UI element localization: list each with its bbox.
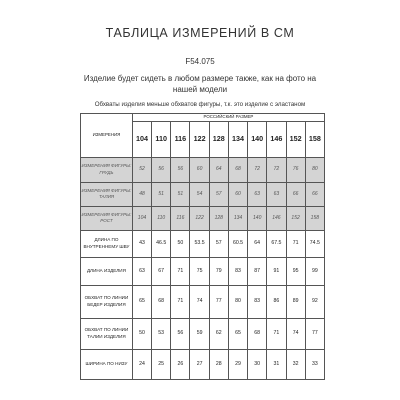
table-cell: 116	[171, 206, 190, 230]
table-cell: 158	[305, 206, 324, 230]
table-cell: 74	[286, 318, 305, 349]
table-cell: 76	[286, 157, 305, 182]
table-cell: 71	[171, 285, 190, 318]
page-title: ТАБЛИЦА ИЗМЕРЕНИЙ В СМ	[105, 26, 295, 40]
size-header-cell: 116	[171, 121, 190, 157]
table-cell: 91	[267, 257, 286, 285]
table-cell: 86	[267, 285, 286, 318]
table-cell: 68	[152, 285, 171, 318]
table-cell: 99	[305, 257, 324, 285]
table-cell: 92	[305, 285, 324, 318]
table-cell: 95	[286, 257, 305, 285]
fit-note: Изделие будет сидеть в любом размере также, как на фото на нашей модели	[83, 74, 317, 94]
table-cell: 59	[190, 318, 209, 349]
table-cell: 68	[228, 157, 247, 182]
size-header-cell: 146	[267, 121, 286, 157]
table-cell: 52	[132, 157, 151, 182]
table-cell: 87	[248, 257, 267, 285]
table-cell: 65	[132, 285, 151, 318]
table-row	[81, 230, 325, 257]
row-label: ОБХВАТ ПО ЛИНИИ ТАЛИИ ИЗДЕЛИЯ	[81, 318, 133, 349]
table-cell: 77	[305, 318, 324, 349]
row-label: ИЗМЕРЕНИЯ ФИГУРЫ: ТАЛИЯ	[81, 182, 133, 206]
size-header-cell: 140	[248, 121, 267, 157]
table-cell: 83	[228, 257, 247, 285]
table-cell: 140	[248, 206, 267, 230]
table-cell: 80	[305, 157, 324, 182]
table-cell: 71	[171, 257, 190, 285]
table-cell: 26	[171, 349, 190, 379]
table-cell: 43	[132, 230, 151, 257]
table-row	[81, 318, 325, 349]
table-cell: 128	[209, 206, 228, 230]
table-cell: 28	[209, 349, 228, 379]
table-cell: 63	[248, 182, 267, 206]
table-cell: 63	[267, 182, 286, 206]
table-cell: 51	[152, 182, 171, 206]
size-header-cell: 128	[209, 121, 228, 157]
table-cell: 152	[286, 206, 305, 230]
table-cell: 24	[132, 349, 151, 379]
size-header-cell: 134	[228, 121, 247, 157]
table-cell: 57	[209, 182, 228, 206]
table-cell: 89	[286, 285, 305, 318]
table-cell: 51	[171, 182, 190, 206]
table-row	[81, 206, 325, 230]
table-cell: 66	[305, 182, 324, 206]
size-header-cell: 104	[132, 121, 151, 157]
row-label: ШИРИНА ПО НИЗУ	[81, 349, 133, 379]
product-code: F54.075	[185, 57, 215, 66]
table-cell: 72	[248, 157, 267, 182]
table-cell: 53	[152, 318, 171, 349]
table-row	[81, 157, 325, 182]
table-cell: 74.5	[305, 230, 324, 257]
table-cell: 32	[286, 349, 305, 379]
table-cell: 83	[248, 285, 267, 318]
table-cell: 71	[286, 230, 305, 257]
size-header-cell: 122	[190, 121, 209, 157]
table-cell: 56	[171, 157, 190, 182]
table-cell: 63	[132, 257, 151, 285]
row-label: ОБХВАТ ПО ЛИНИИ БЕДЕР ИЗДЕЛИЯ	[81, 285, 133, 318]
size-table	[80, 113, 325, 380]
table-cell: 60	[190, 157, 209, 182]
table-cell: 56	[171, 318, 190, 349]
row-label: ДЛИНА ИЗДЕЛИЯ	[81, 257, 133, 285]
table-cell: 79	[209, 257, 228, 285]
table-cell: 27	[190, 349, 209, 379]
table-cell: 80	[228, 285, 247, 318]
table-cell: 50	[171, 230, 190, 257]
table-cell: 122	[190, 206, 209, 230]
table-cell: 31	[267, 349, 286, 379]
table-cell: 67.5	[267, 230, 286, 257]
size-header-cell: 110	[152, 121, 171, 157]
table-row	[81, 182, 325, 206]
table-cell: 46.5	[152, 230, 171, 257]
table-cell: 65	[228, 318, 247, 349]
table-cell: 25	[152, 349, 171, 379]
table-cell: 50	[132, 318, 151, 349]
row-label: ИЗМЕРЕНИЯ ФИГУРЫ: ГРУДЬ	[81, 157, 133, 182]
table-cell: 60.5	[228, 230, 247, 257]
measurement-header: ИЗМЕРЕНИЯ	[81, 114, 133, 158]
table-cell: 60	[228, 182, 247, 206]
table-row	[81, 349, 325, 379]
table-cell: 56	[152, 157, 171, 182]
table-cell: 57	[209, 230, 228, 257]
table-cell: 77	[209, 285, 228, 318]
table-cell: 54	[190, 182, 209, 206]
table-cell: 66	[286, 182, 305, 206]
row-label: ИЗМЕРЕНИЯ ФИГУРЫ: РОСТ	[81, 206, 133, 230]
russian-size-header: РОССИЙСКИЙ РАЗМЕР	[132, 114, 324, 122]
table-cell: 30	[248, 349, 267, 379]
elastane-note: Обхваты изделия меньше обхватов фигуры, т.к. это изделие с эластаном	[94, 101, 306, 108]
table-cell: 74	[190, 285, 209, 318]
table-cell: 134	[228, 206, 247, 230]
table-cell: 67	[152, 257, 171, 285]
table-cell: 33	[305, 349, 324, 379]
table-cell: 75	[190, 257, 209, 285]
table-row	[81, 285, 325, 318]
table-cell: 62	[209, 318, 228, 349]
table-cell: 29	[228, 349, 247, 379]
size-header-cell: 152	[286, 121, 305, 157]
table-cell: 48	[132, 182, 151, 206]
size-header-cell: 158	[305, 121, 324, 157]
table-cell: 68	[248, 318, 267, 349]
table-cell: 53.5	[190, 230, 209, 257]
table-cell: 72	[267, 157, 286, 182]
table-cell: 104	[132, 206, 151, 230]
table-cell: 146	[267, 206, 286, 230]
table-cell: 110	[152, 206, 171, 230]
table-cell: 71	[267, 318, 286, 349]
table-cell: 64	[209, 157, 228, 182]
table-row	[81, 257, 325, 285]
table-cell: 64	[248, 230, 267, 257]
row-label: ДЛИНА ПО ВНУТРЕННЕМУ ШВУ	[81, 230, 133, 257]
